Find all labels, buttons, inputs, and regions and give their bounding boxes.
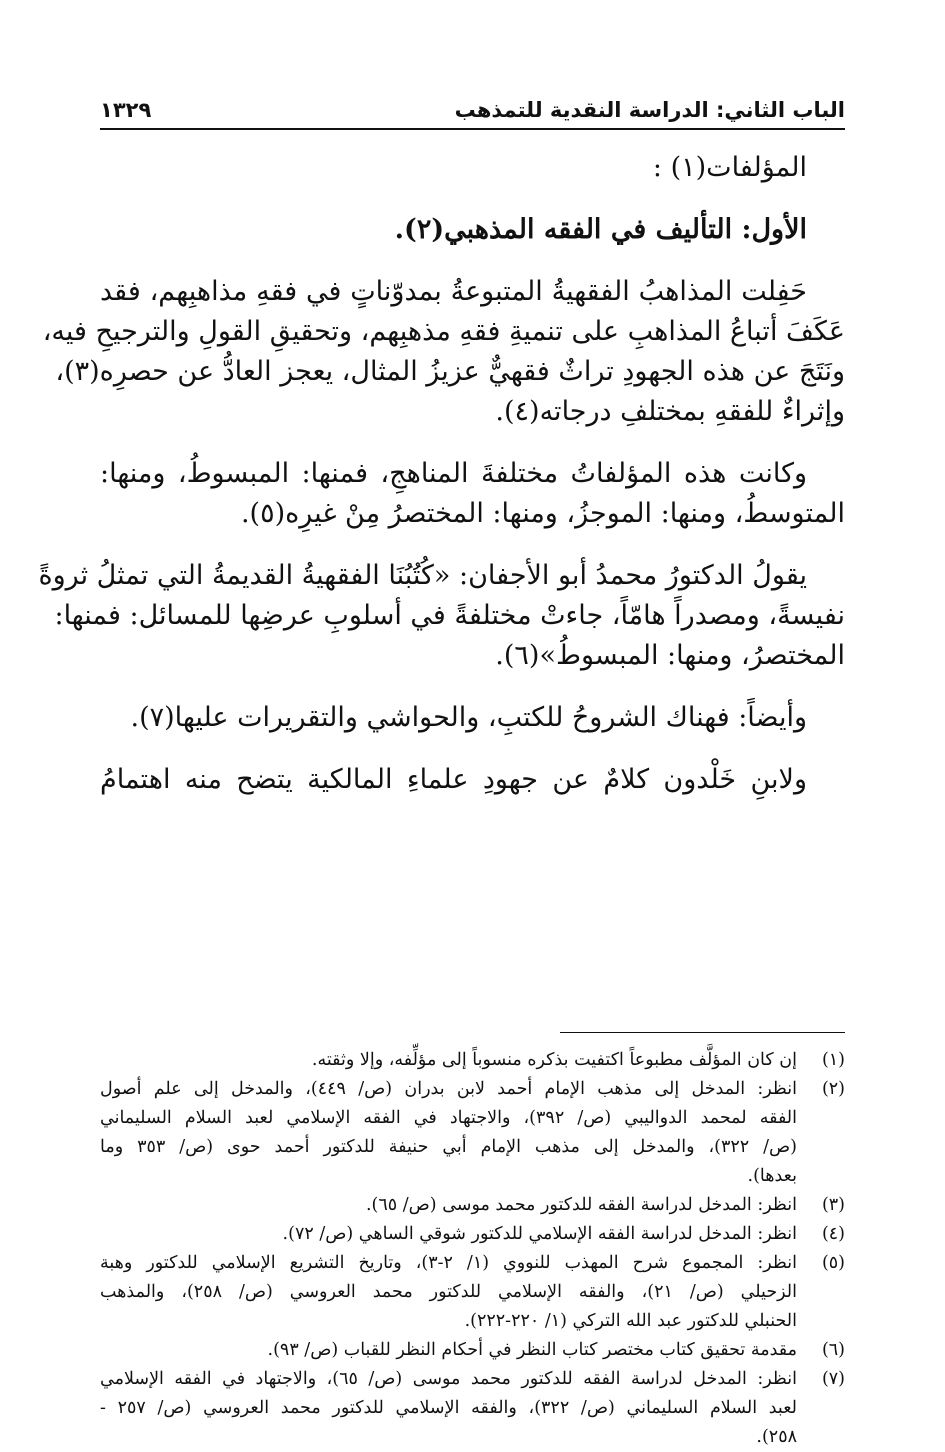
footnote-number: (٢): [821, 1079, 845, 1099]
paragraph-gap: [100, 534, 845, 556]
paragraph-gap: [100, 250, 845, 272]
footnote-line: الحنبلي للدكتور عبد الله التركي (١/ ٢٢٠-٢٢٢).: [464, 1311, 797, 1331]
footnote: [100, 1249, 845, 1336]
section-heading: الأول: التأليف في الفقه المذهبي(٢).: [394, 214, 807, 245]
footnote-text: [100, 1336, 797, 1365]
body-line: وكانت هذه المؤلفاتُ مختلفةَ المناهجِ، فمنها: المبسوطُ، ومنها:: [100, 458, 807, 489]
footnote: [100, 1365, 845, 1452]
header-rule: [100, 128, 845, 130]
body-line: نفيسةً، ومصدراً هامّاً، جاءتْ مختلفةً في أسلوبِ عرضِها للمسائل: فمنها:: [54, 600, 845, 631]
section-heading: المؤلفات(١) :: [652, 152, 807, 183]
body-line: المتوسطُ، ومنها: الموجزُ، ومنها: المختصرُ مِنْ غيرِه(٥).: [240, 498, 845, 529]
body-line: يقولُ الدكتورُ محمدُ أبو الأجفان: «كُتُبُنَا الفقهيةُ القديمةُ التي تمثلُ ثروةً: [38, 560, 807, 591]
footnote-line: الزحيلي (ص/ ٢١)، والفقه الإسلامي للدكتور محمد العروسي (ص/ ٢٥٨)، والمذهب: [100, 1282, 797, 1302]
footnote-separator: [560, 1032, 845, 1033]
footnote-number: (٧): [821, 1369, 845, 1389]
footnotes: [100, 1046, 845, 1452]
footnote-line: لعبد السلام السليماني (ص/ ٣٢٢)، والفقه الإسلامي للدكتور محمد العروسي (ص/ ٢٥٧ -: [100, 1398, 797, 1418]
footnote: [100, 1046, 845, 1075]
main-text: [38, 148, 845, 800]
body-line: وأيضاً: فهناك الشروحُ للكتبِ، والحواشي والتقريرات عليها(٧).: [130, 702, 807, 733]
footnote: [100, 1191, 845, 1220]
chapter-title: الباب الثاني: الدراسة النقدية للتمذهب: [454, 98, 845, 122]
footnote-line: مقدمة تحقيق كتاب مختصر كتاب النظر في أحكام النظر للقباب (ص/ ٩٣).: [267, 1340, 797, 1360]
footnote-number: (٥): [821, 1253, 845, 1273]
footnote-text: [100, 1220, 797, 1249]
body-line: وإثراءٌ للفقهِ بمختلفِ درجاته(٤).: [495, 396, 845, 427]
footnote-text: [100, 1046, 797, 1075]
footnote-line: بعدها).: [747, 1166, 797, 1186]
footnote-line: الفقه لمحمد الدواليبي (ص/ ٣٩٢)، والاجتهاد في الفقه الإسلامي لعبد السلام السليماني: [100, 1108, 798, 1128]
footnote-text: [100, 1365, 797, 1452]
footnote-text: [100, 1075, 797, 1191]
body-line: حَفِلت المذاهبُ الفقهيةُ المتبوعةُ بمدوّناتٍ في فقهِ مذاهبِهم، فقد: [100, 276, 807, 307]
footnote-line: انظر: المدخل لدراسة الفقه للدكتور محمد موسى (ص/ ٦٥)، والاجتهاد في الفقه الإسلامي: [100, 1369, 797, 1389]
footnote: [100, 1075, 845, 1191]
body-line: عَكَفَ أتباعُ المذاهبِ على تنميةِ فقهِ مذهبِهم، وتحقيقِ القولِ والترجيحِ فيه،: [42, 316, 845, 347]
body-line: ولابنِ خَلْدون كلامٌ عن جهودِ علماءِ المالكية يتضح منه اهتمامُ: [100, 764, 807, 795]
footnote-text: [100, 1191, 797, 1220]
paragraph-gap: [100, 676, 845, 698]
footnote-line: انظر: المدخل إلى مذهب الإمام أحمد لابن بدران (ص/ ٤٤٩)، والمدخل إلى علم أصول: [100, 1079, 797, 1099]
paragraph-gap: [100, 432, 845, 454]
footnote: [100, 1336, 845, 1365]
footnote-number: (٦): [821, 1340, 845, 1360]
footnote-line: إن كان المؤلَّف مطبوعاً اكتفيت بذكره منسوباً إلى مؤلِّفه، وإلا وثقته.: [311, 1050, 797, 1070]
footnote-line: ٢٥٨).: [756, 1427, 797, 1447]
footnote-line: انظر: المدخل لدراسة الفقه الإسلامي للدكتور شوقي الساهي (ص/ ٧٢).: [282, 1224, 797, 1244]
paragraph-gap: [100, 738, 845, 760]
footnote-number: (٤): [821, 1224, 845, 1244]
body-line: المختصرُ، ومنها: المبسوطُ»(٦).: [495, 640, 845, 671]
footnote-line: انظر: المجموع شرح المهذب للنووي (١/ ٢-٣)، وتاريخ التشريع الإسلامي للدكتور وهبة: [100, 1253, 797, 1273]
body-line: ونَتَجَ عن هذه الجهودِ تراثٌ فقهيٌّ عزيزُ المثال، يعجز العادُّ عن حصرِه(٣)،: [55, 356, 845, 387]
footnote-line: انظر: المدخل لدراسة الفقه للدكتور محمد موسى (ص/ ٦٥).: [365, 1195, 797, 1215]
footnote-number: (٣): [821, 1195, 845, 1215]
paragraph-gap: [100, 188, 845, 210]
footnote: [100, 1220, 845, 1249]
footnote-line: (ص/ ٣٢٢)، والمدخل إلى مذهب الإمام أبي حنيفة للدكتور أحمد حوى (ص/ ٣٥٣ وما: [100, 1137, 797, 1157]
footnote-text: [100, 1249, 797, 1336]
footnote-number: (١): [821, 1050, 845, 1070]
running-header: [100, 96, 845, 130]
page-number: ١٣٢٩: [100, 98, 152, 122]
